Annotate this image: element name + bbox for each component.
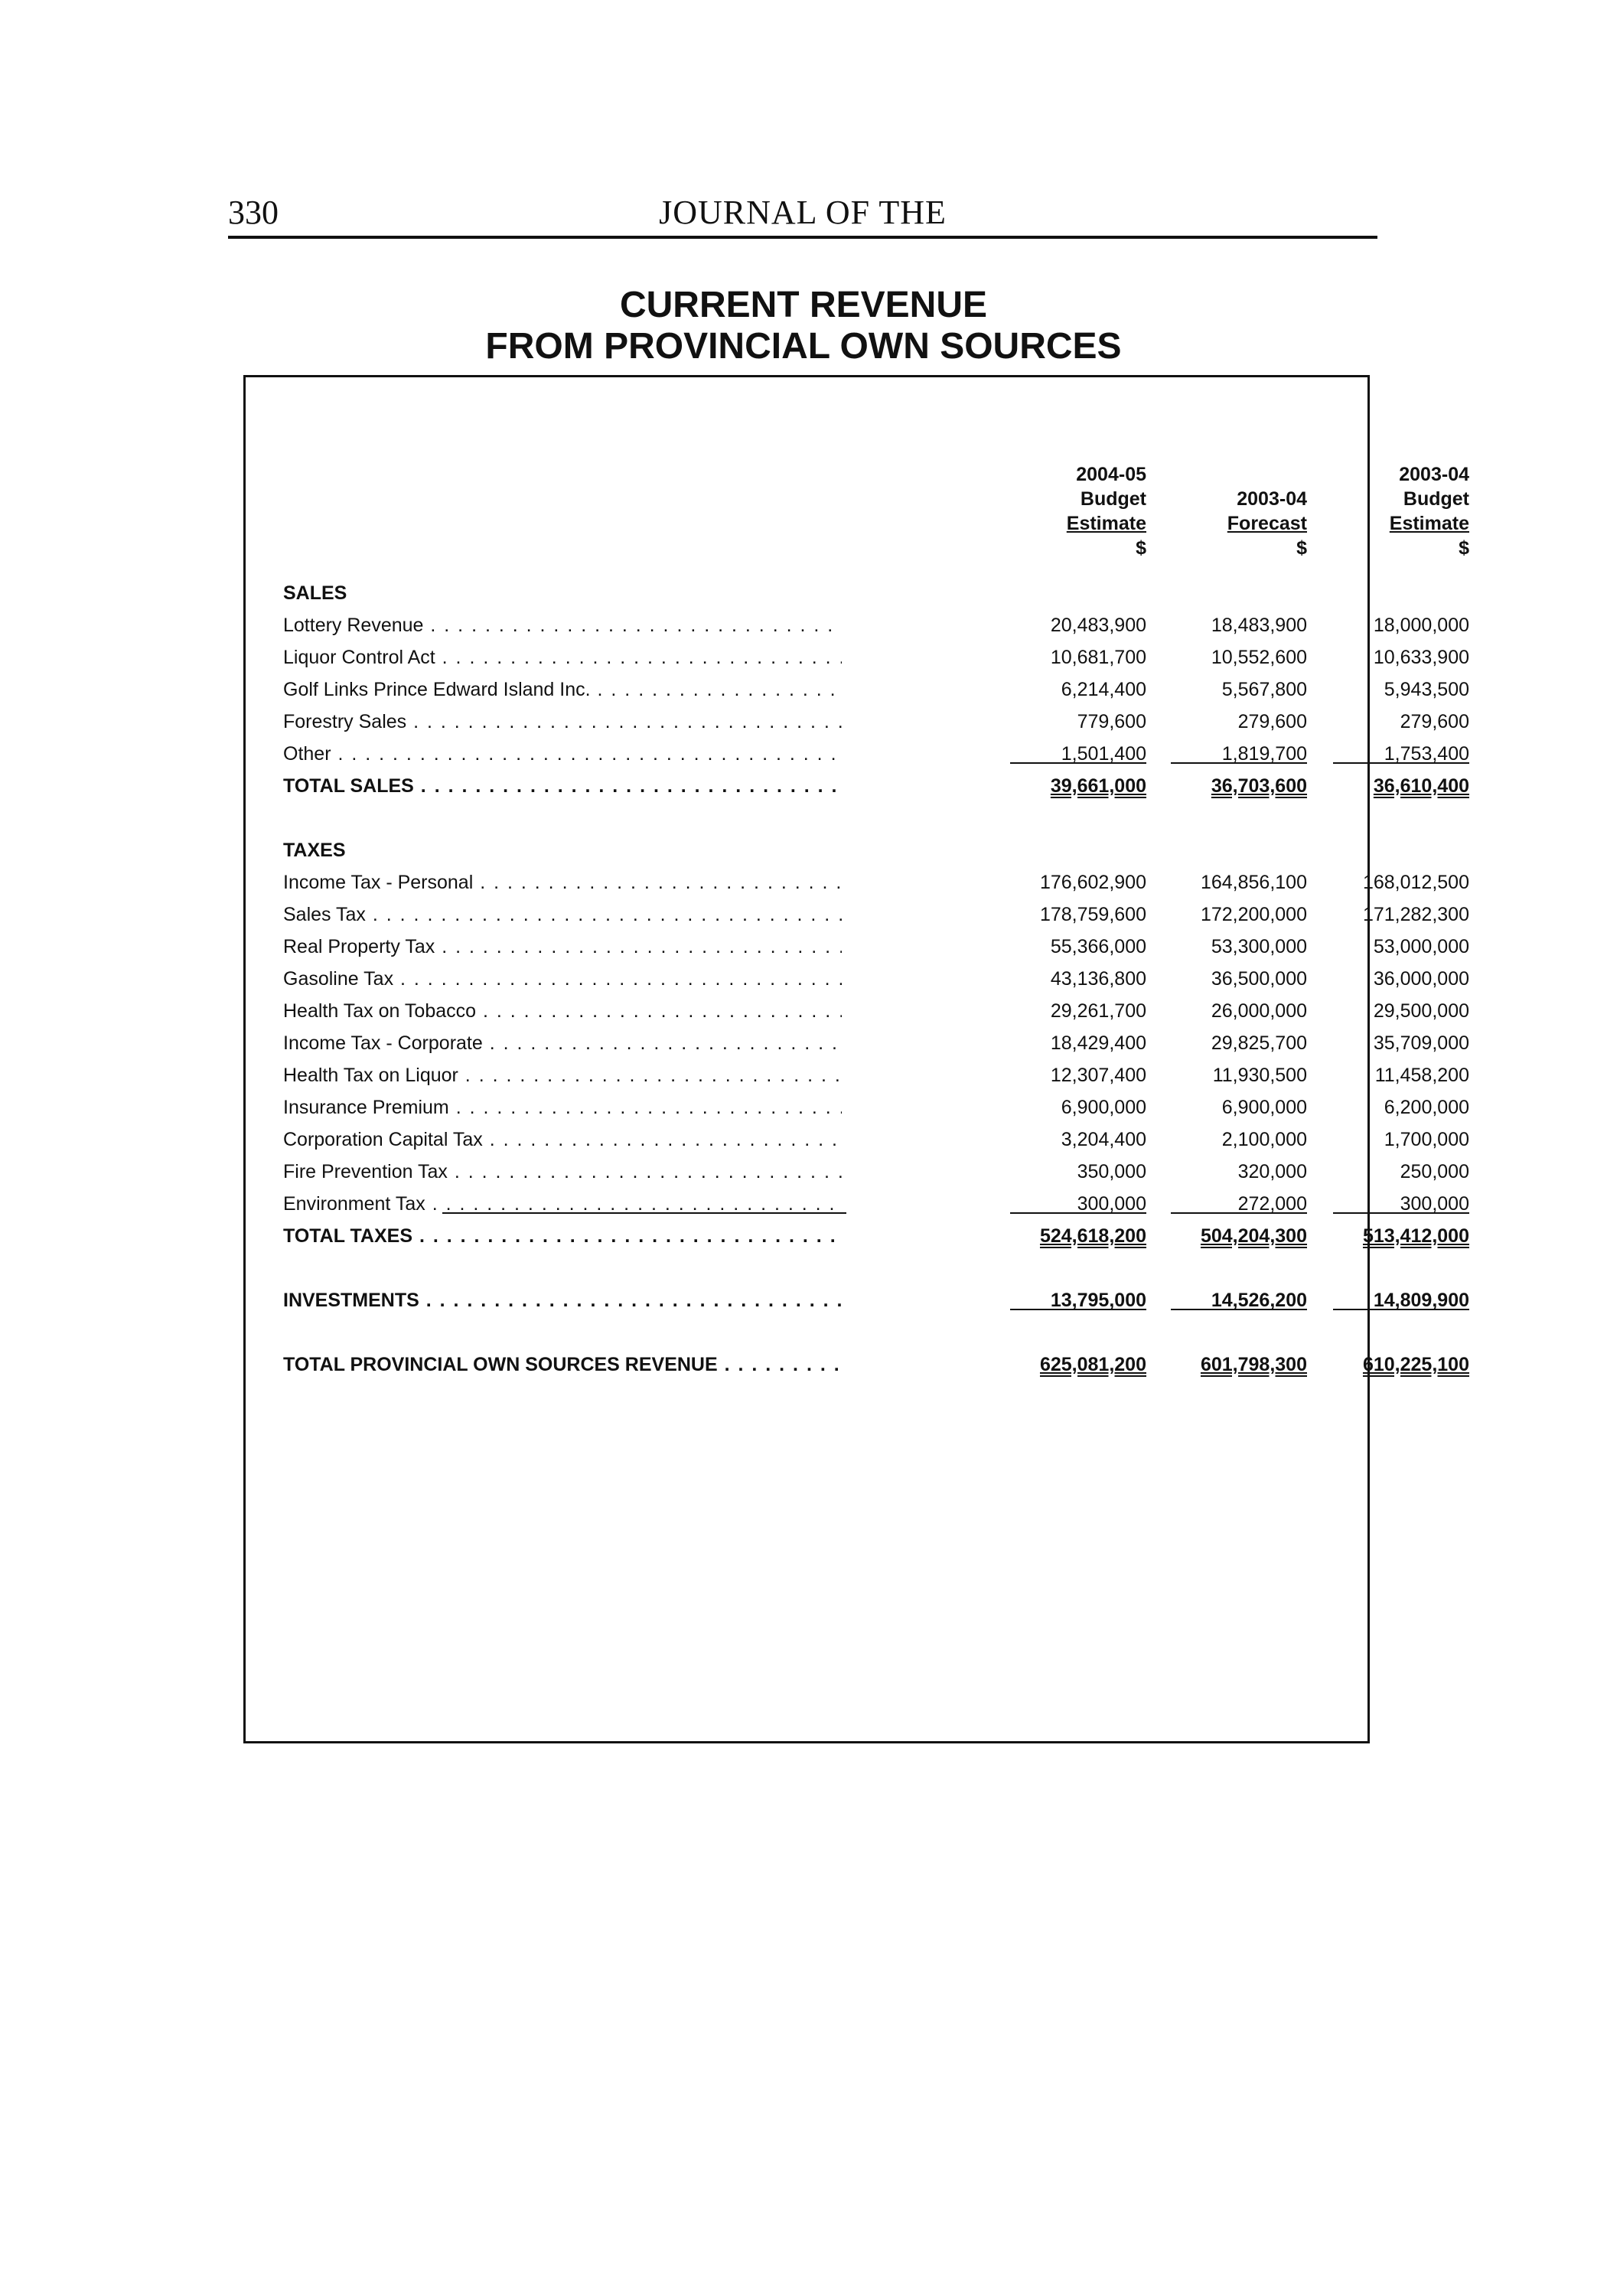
cell-value: 1,819,700 xyxy=(1162,738,1307,770)
cell-value: 5,567,800 xyxy=(1221,679,1307,700)
cell-value: 272,000 xyxy=(1162,1188,1307,1220)
cell-value: 6,900,000 xyxy=(1221,1097,1307,1118)
cell-value: 779,600 xyxy=(1077,711,1146,732)
row-label: Lottery Revenue . . . xyxy=(283,609,842,641)
cell-value: 3,204,400 xyxy=(1061,1129,1146,1150)
cell-value: 36,000,000 xyxy=(1373,968,1469,990)
column-header-line: Budget xyxy=(1403,488,1469,510)
cell-value: 279,600 xyxy=(1400,711,1469,732)
cell-value: 504,204,300 xyxy=(1200,1225,1307,1247)
column-header-2003-04-budget xyxy=(1324,462,1469,560)
table-row xyxy=(283,866,1469,899)
cell-value: 13,795,000 xyxy=(1001,1284,1146,1316)
cell-value: 171,282,300 xyxy=(1362,904,1469,925)
revenue-table xyxy=(283,459,1469,1381)
row-label: TOTAL TAXES . . . xyxy=(283,1220,842,1252)
row-label: INVESTMENTS . . . xyxy=(283,1284,842,1316)
cell-value: 14,526,200 xyxy=(1162,1284,1307,1316)
cell-value: 55,366,000 xyxy=(1050,936,1146,957)
column-header-unit: $ xyxy=(1459,537,1469,559)
table-row xyxy=(283,641,1469,673)
column-header-line: 2003-04 xyxy=(1399,464,1469,485)
table-row xyxy=(283,1059,1469,1091)
cell-value: 1,700,000 xyxy=(1384,1129,1469,1150)
cell-value: 168,012,500 xyxy=(1362,872,1469,893)
column-header-line: 2004-05 xyxy=(1076,464,1146,485)
row-label: Fire Prevention Tax . . . xyxy=(283,1156,842,1188)
total-row-sales xyxy=(283,770,1469,802)
cell-value: 36,610,400 xyxy=(1373,775,1469,797)
row-label: Real Property Tax . . . xyxy=(283,931,842,963)
cell-value: 300,000 xyxy=(1001,1188,1146,1220)
row-label: Forestry Sales . . . xyxy=(283,706,842,738)
cell-value: 43,136,800 xyxy=(1050,968,1146,990)
cell-value: 610,225,100 xyxy=(1362,1354,1469,1375)
table-row xyxy=(283,673,1469,706)
cell-value: 513,412,000 xyxy=(1362,1225,1469,1247)
table-row xyxy=(283,1156,1469,1188)
column-header-line: 2003-04 xyxy=(1237,488,1307,510)
cell-value: 18,483,900 xyxy=(1211,615,1307,636)
section-heading-sales: SALES xyxy=(283,582,347,604)
cell-value: 39,661,000 xyxy=(1050,775,1146,797)
row-label: Sales Tax . . . xyxy=(283,899,842,931)
cell-value: 29,825,700 xyxy=(1211,1032,1307,1054)
table-row xyxy=(283,963,1469,995)
column-header-line: Estimate xyxy=(1066,513,1146,534)
cell-value: 6,214,400 xyxy=(1061,679,1146,700)
cell-value: 300,000 xyxy=(1324,1188,1469,1220)
grand-total-row xyxy=(283,1349,1469,1381)
cell-value: 279,600 xyxy=(1237,711,1307,732)
total-row-taxes xyxy=(283,1220,1469,1252)
row-label: Liquor Control Act . . . xyxy=(283,641,842,673)
table-row xyxy=(283,738,1469,770)
row-label: Health Tax on Liquor . . . xyxy=(283,1059,842,1091)
title-line-2: FROM PROVINCIAL OWN SOURCES xyxy=(485,326,1122,367)
cell-value: 178,759,600 xyxy=(1039,904,1146,925)
row-label: Income Tax - Corporate . . . xyxy=(283,1027,842,1059)
column-header-line: Estimate xyxy=(1389,513,1469,534)
cell-value: 18,000,000 xyxy=(1373,615,1469,636)
cell-value: 11,930,500 xyxy=(1212,1065,1307,1086)
cell-value: 6,900,000 xyxy=(1061,1097,1146,1118)
cell-value: 6,200,000 xyxy=(1384,1097,1469,1118)
row-label: Corporation Capital Tax . . . xyxy=(283,1124,842,1156)
column-header-2004-05-budget xyxy=(1001,462,1146,560)
table-row xyxy=(283,706,1469,738)
section-heading-taxes: TAXES xyxy=(283,840,346,861)
table-row xyxy=(283,1124,1469,1156)
cell-value: 625,081,200 xyxy=(1039,1354,1146,1375)
table-row xyxy=(283,1027,1469,1059)
cell-value: 320,000 xyxy=(1237,1161,1307,1182)
row-label: Golf Links Prince Edward Island Inc. . . . xyxy=(283,673,842,706)
cell-value: 350,000 xyxy=(1077,1161,1146,1182)
page-header xyxy=(228,193,1377,239)
cell-value: 36,703,600 xyxy=(1211,775,1307,797)
row-label: Income Tax - Personal . . . xyxy=(283,866,842,899)
cell-value: 53,000,000 xyxy=(1373,936,1469,957)
title-line-1: CURRENT REVENUE xyxy=(619,285,988,325)
table-row xyxy=(283,609,1469,641)
cell-value: 12,307,400 xyxy=(1050,1065,1146,1086)
row-label: Environment Tax . . . xyxy=(283,1188,842,1220)
cell-value: 2,100,000 xyxy=(1221,1129,1307,1150)
cell-value: 176,602,900 xyxy=(1039,872,1146,893)
cell-value: 36,500,000 xyxy=(1211,968,1307,990)
cell-value: 20,483,900 xyxy=(1050,615,1146,636)
cell-value: 10,633,900 xyxy=(1373,647,1469,668)
column-header-line: Budget xyxy=(1080,488,1146,510)
cell-value: 26,000,000 xyxy=(1211,1000,1307,1022)
cell-value: 14,809,900 xyxy=(1324,1284,1469,1316)
page-number: 330 xyxy=(228,194,279,231)
cell-value: 601,798,300 xyxy=(1200,1354,1307,1375)
cell-value: 1,753,400 xyxy=(1324,738,1469,770)
cell-value: 29,261,700 xyxy=(1050,1000,1146,1022)
cell-value: 250,000 xyxy=(1400,1161,1469,1182)
cell-value: 53,300,000 xyxy=(1211,936,1307,957)
cell-value: 164,856,100 xyxy=(1200,872,1307,893)
column-header-unit: $ xyxy=(1136,537,1146,559)
table-row xyxy=(283,1188,1469,1220)
column-header-line: Forecast xyxy=(1227,513,1307,534)
cell-value: 35,709,000 xyxy=(1373,1032,1469,1054)
cell-value: 11,458,200 xyxy=(1374,1065,1469,1086)
row-label: TOTAL SALES . . . xyxy=(283,770,842,802)
running-head: JOURNAL OF THE xyxy=(659,194,947,231)
cell-value: 1,501,400 xyxy=(1001,738,1146,770)
investments-row xyxy=(283,1284,1469,1316)
row-label: Other . . . xyxy=(283,738,842,770)
row-label: Gasoline Tax . . . xyxy=(283,963,842,995)
document-title xyxy=(0,285,1607,367)
table-row xyxy=(283,899,1469,931)
cell-value: 18,429,400 xyxy=(1050,1032,1146,1054)
table-row xyxy=(283,995,1469,1027)
cell-value: 29,500,000 xyxy=(1373,1000,1469,1022)
row-label: Health Tax on Tobacco . . . xyxy=(283,995,842,1027)
cell-value: 172,200,000 xyxy=(1200,904,1307,925)
column-header-2003-04-forecast xyxy=(1162,487,1307,560)
row-label: Insurance Premium . . . xyxy=(283,1091,842,1124)
cell-value: 10,681,700 xyxy=(1050,647,1146,668)
cell-value: 524,618,200 xyxy=(1039,1225,1146,1247)
row-label: TOTAL PROVINCIAL OWN SOURCES REVENUE . . . xyxy=(283,1349,842,1381)
column-header-unit: $ xyxy=(1296,537,1307,559)
cell-value: 10,552,600 xyxy=(1211,647,1307,668)
table-row xyxy=(283,1091,1469,1124)
underline-rule xyxy=(442,1212,846,1214)
table-row xyxy=(283,931,1469,963)
cell-value: 5,943,500 xyxy=(1384,679,1469,700)
column-headers xyxy=(283,459,1469,559)
